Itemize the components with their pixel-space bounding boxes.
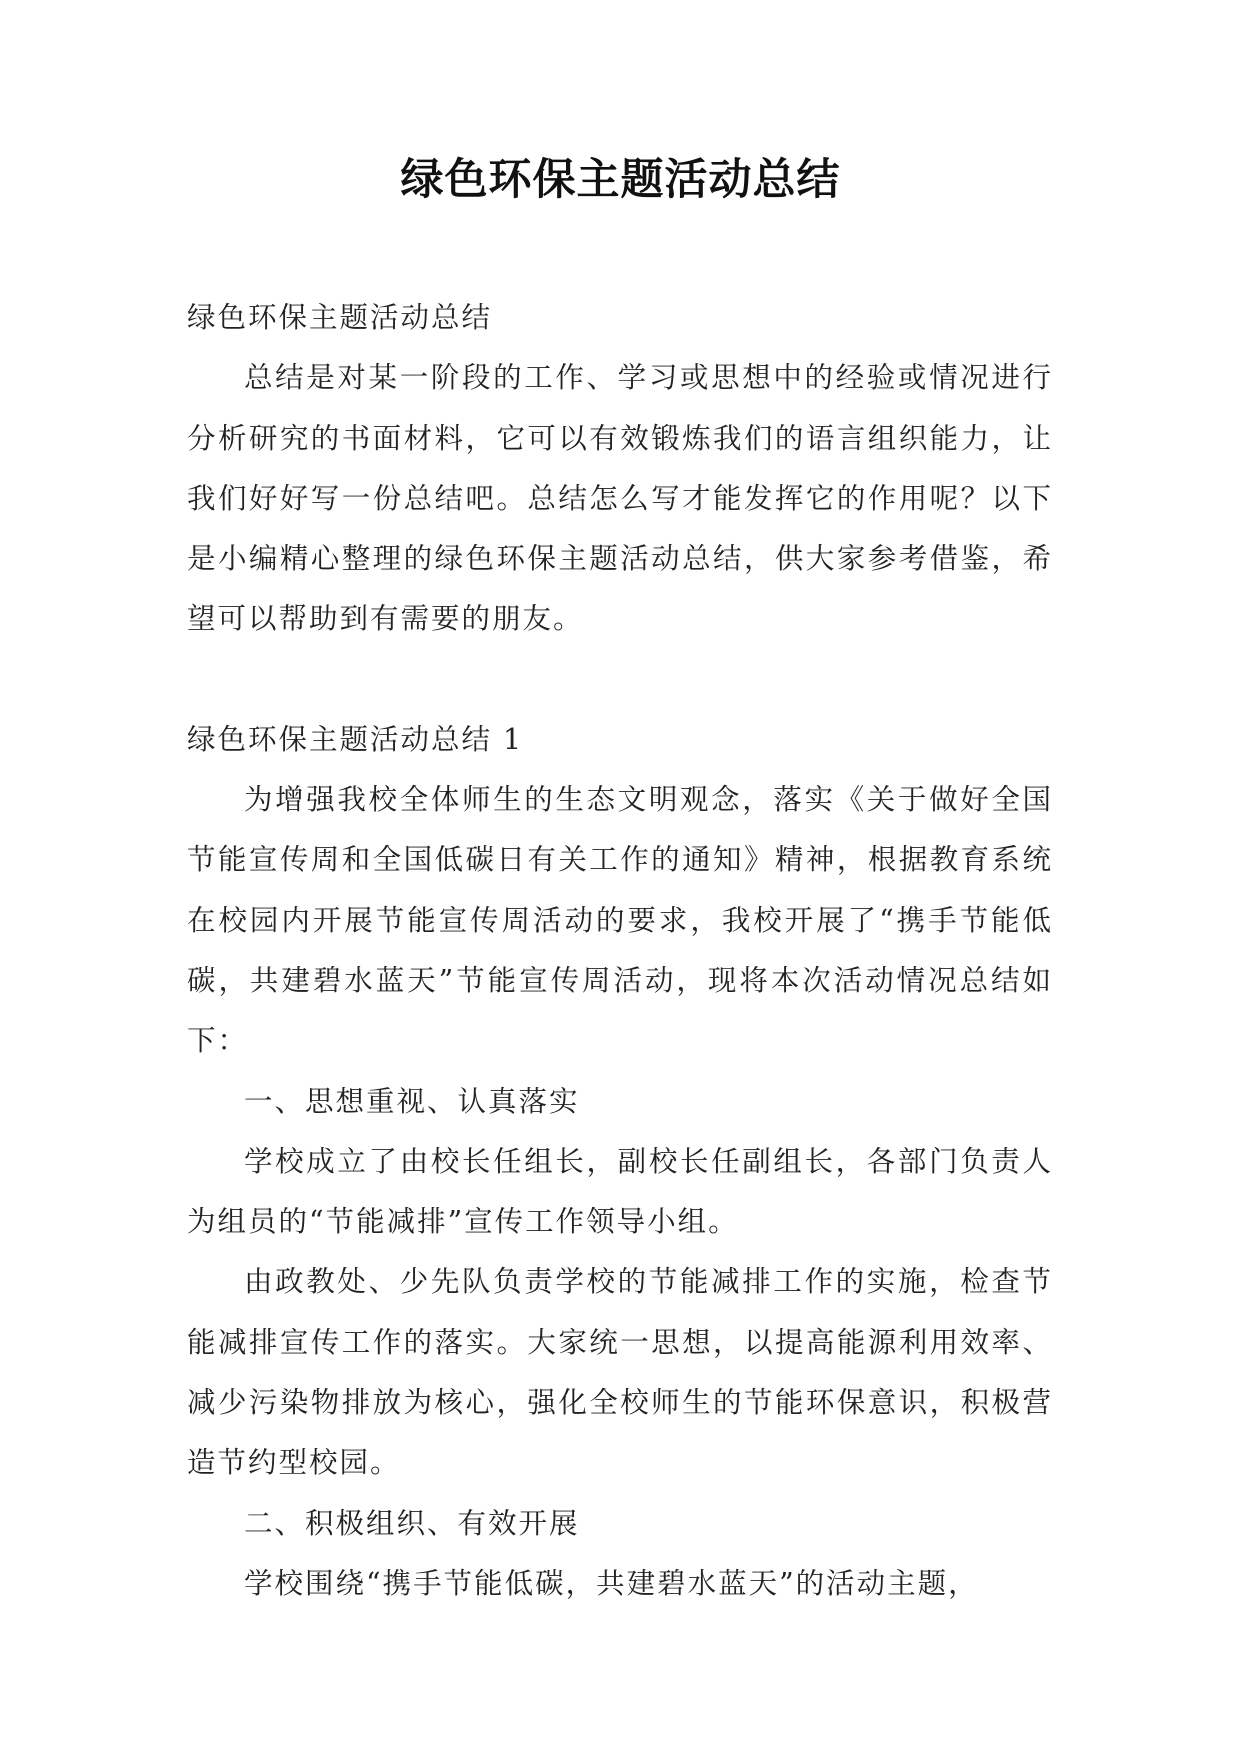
point-heading: 一、思想重视、认真落实	[244, 1084, 580, 1118]
document-body	[187, 288, 1053, 1614]
point-paragraph: 学校成立了由校长任组长，副校长任副组长，各部门负责人为组员的“节能减排”宣传工作领导小组。	[187, 1144, 1053, 1239]
intro-paragraph: 总结是对某一阶段的工作、学习或思想中的经验或情况进行分析研究的书面材料，它可以有效锻炼我们的语言组织能力，让我们好好写一份总结吧。总结怎么写才能发挥它的作用呢？以下是小编精心整理的绿色环保主题活动总结，供大家参考借鉴，希望可以帮助到有需要的朋友。	[187, 361, 1053, 636]
section-spacer	[187, 650, 1053, 710]
document-subtitle: 绿色环保主题活动总结	[187, 301, 493, 334]
point-paragraph: 由政教处、少先队负责学校的节能减排工作的实施，检查节能减排宣传工作的落实。大家统一思想，以提高能源利用效率、减少污染物排放为核心，强化全校师生的节能环保意识，积极营造节约型校园。	[187, 1265, 1053, 1480]
document-title: 绿色环保主题活动总结	[400, 155, 841, 205]
point-paragraph: 学校围绕“携手节能低碳，共建碧水蓝天”的活动主题，	[244, 1566, 979, 1600]
point-heading: 二、积极组织、有效开展	[244, 1506, 580, 1540]
section-heading: 绿色环保主题活动总结 1	[187, 722, 524, 756]
section-paragraph: 为增强我校全体师生的生态文明观念，落实《关于做好全国节能宣传周和全国低碳日有关工作的通知》精神，根据教育系统在校园内开展节能宣传周活动的要求，我校开展了“携手节能低碳，共建碧水蓝天”节能宣传周活动，现将本次活动情况总结如下：	[187, 783, 1053, 1058]
